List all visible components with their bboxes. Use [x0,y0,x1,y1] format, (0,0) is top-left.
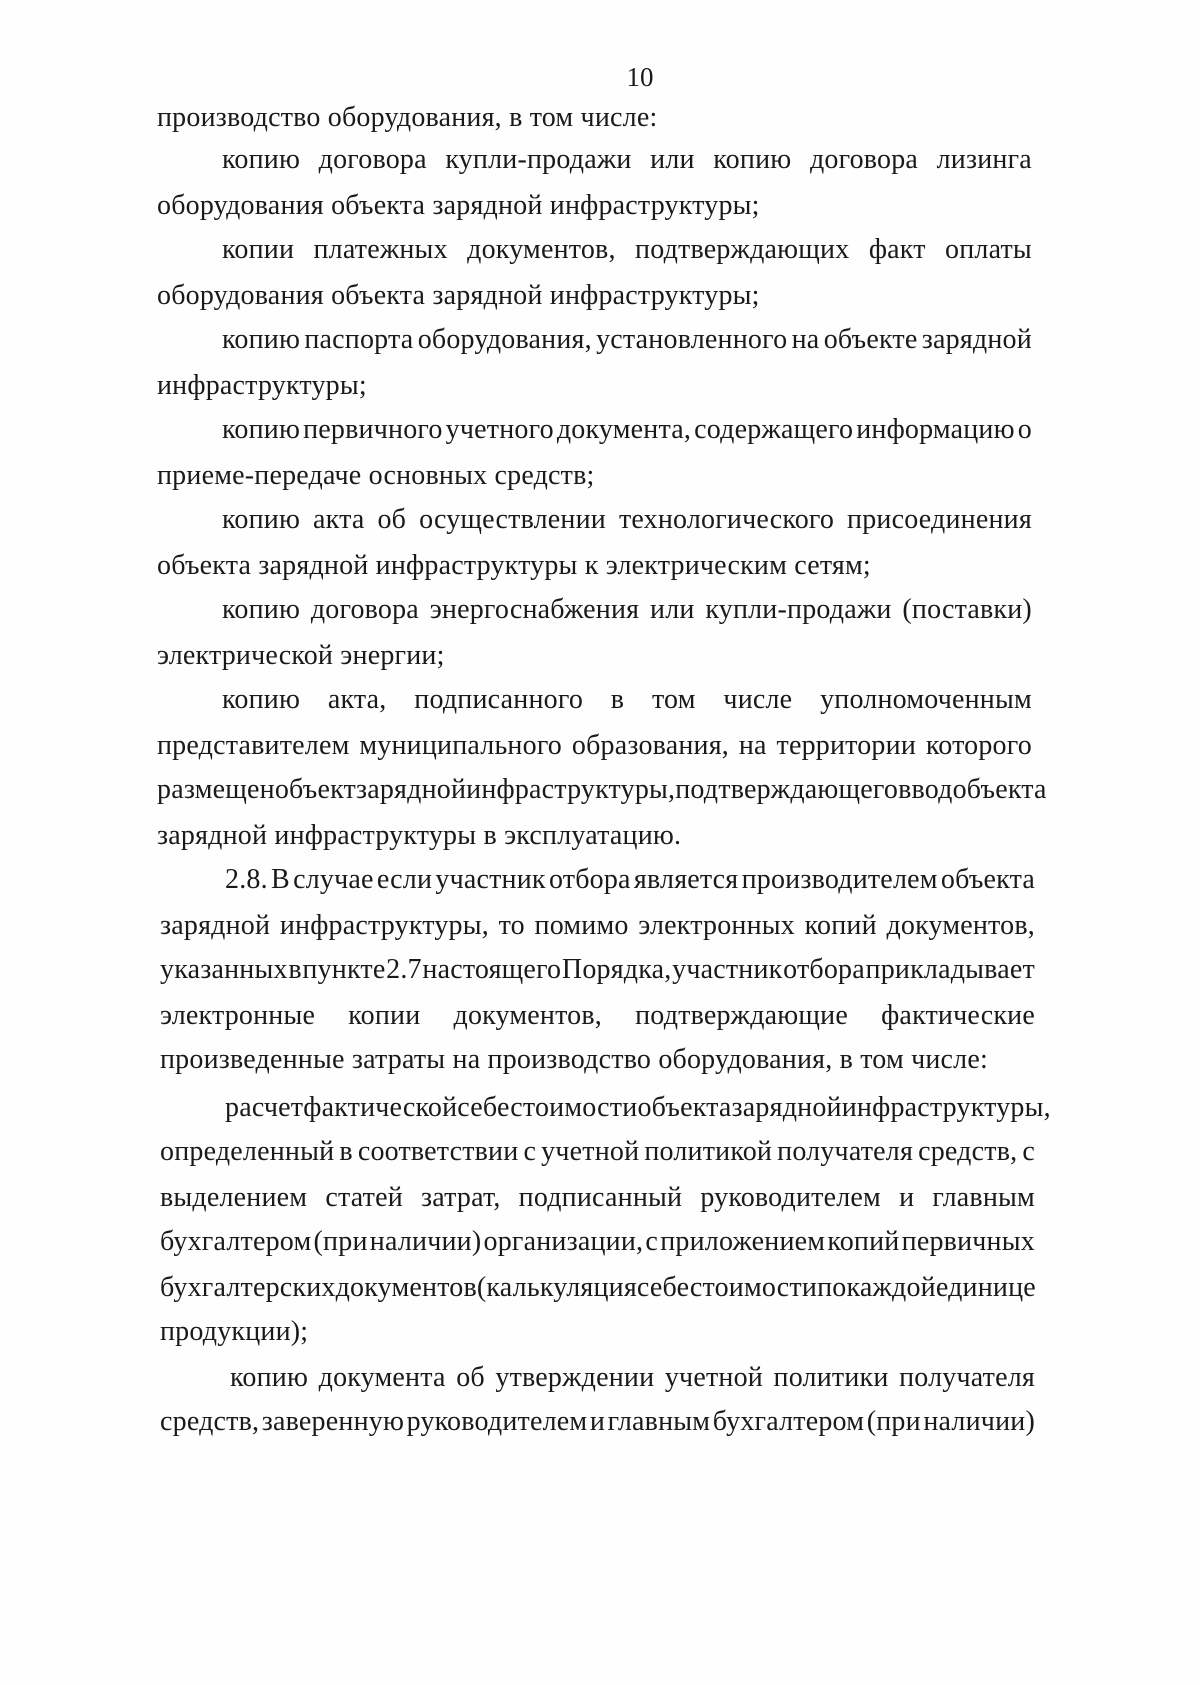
text-line: копию акта об осуществлении технологического присоединения [222,504,1032,535]
text-line: продукции); [160,1316,309,1347]
text-line: копию договора энергоснабжения или купли-продажи (поставки) [222,594,1032,625]
text-line: средств, заверенную руководителем и главным бухгалтером (при наличии) [160,1406,1035,1437]
text-line: произведенные затраты на производство оборудования, в том числе: [160,1044,988,1075]
text-line: электронные копии документов, подтверждающие фактические [160,1000,1035,1031]
text-line: размещен объект зарядной инфраструктуры, подтверждающего ввод объекта [157,774,1047,805]
text-line: копию акта, подписанного в том числе уполномоченным [222,684,1032,715]
text-line: 2.8. В случае если участник отбора является производителем объекта [225,864,1035,895]
text-line: приеме-передаче основных средств; [157,460,595,491]
text-line: расчет фактической себестоимости объекта зарядной инфраструктуры, [225,1092,1051,1123]
text-line: копию паспорта оборудования, установленного на объекте зарядной [222,324,1032,355]
text-line: зарядной инфраструктуры в эксплуатацию. [157,820,682,851]
text-line: инфраструктуры; [157,370,367,401]
text-line: копию договора купли-продажи или копию договора лизинга [222,144,1032,175]
text-line: оборудования объекта зарядной инфраструктуры; [157,280,760,311]
text-line: представителем муниципального образования, на территории которого [157,730,1032,761]
text-line: указанных в пункте 2.7 настоящего Порядка, участник отбора прикладывает [160,954,1035,985]
text-line: электрической энергии; [157,640,445,671]
text-line: копию первичного учетного документа, содержащего информацию о [222,414,1032,445]
text-line: оборудования объекта зарядной инфраструктуры; [157,190,760,221]
text-line: бухгалтерских документов (калькуляция себестоимости по каждой единице [160,1272,1036,1303]
text-line: копию документа об утверждении учетной политики получателя [230,1362,1035,1393]
text-line: зарядной инфраструктуры, то помимо электронных копий документов, [160,910,1035,941]
text-line: объекта зарядной инфраструктуры к электрическим сетям; [157,550,871,581]
text-line: копии платежных документов, подтверждающих факт оплаты [222,234,1032,265]
text-line: бухгалтером (при наличии) организации, с приложением копий первичных [160,1226,1035,1257]
page-number: 10 [626,62,654,92]
text-line: производство оборудования, в том числе: [157,102,658,133]
text-line: определенный в соответствии с учетной политикой получателя средств, с [160,1136,1035,1167]
text-line: выделением статей затрат, подписанный руководителем и главным [160,1182,1035,1213]
